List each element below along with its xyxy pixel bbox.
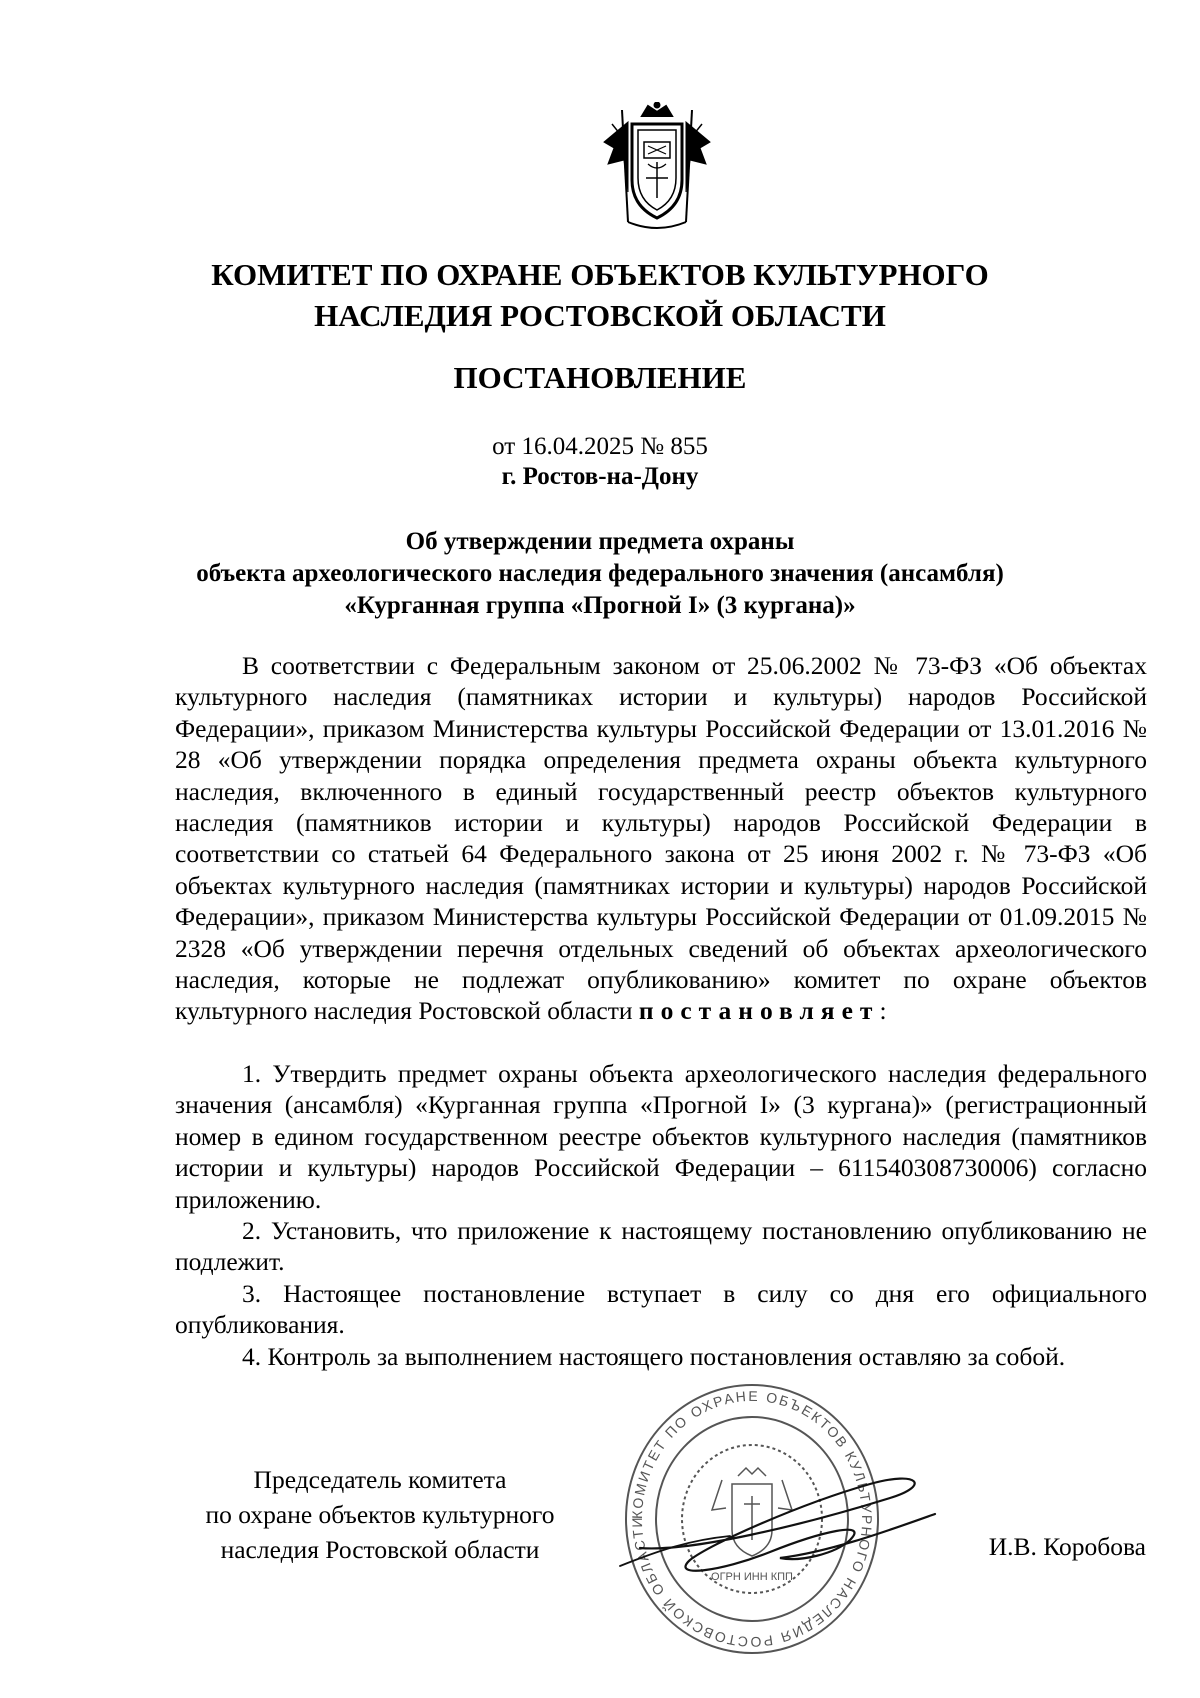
signer-position xyxy=(170,1462,590,1567)
committee-line-1: КОМИТЕТ ПО ОХРАНЕ ОБЪЕКТОВ КУЛЬТУРНОГО xyxy=(211,257,989,292)
stamp-outer-text: КОМИТЕТ ПО ОХРАНЕ ОБЪЕКТОВ КУЛЬТУРНОГО НАСЛЕДИЯ РОСТОВСКОЙ ОБЛАСТИ xyxy=(628,1387,876,1651)
document-body xyxy=(175,650,1147,1372)
document-type: ПОСТАНОВЛЕНИЕ xyxy=(453,360,747,395)
preamble-paragraph xyxy=(175,650,1147,1027)
resolves-colon: : xyxy=(879,996,887,1026)
handwritten-signature xyxy=(600,1440,940,1600)
item-paragraph: 1. Утвердить предмет охраны объекта археологического наследия федерального значения (ансамбля) «Курганная группа «Прогной I» (3 кургана)» (регистрационный номер в едином государственном реестре объектов культурного наследия (памятников истории и культуры) народов Российской Федерации – 611540308730006) согласно приложению. xyxy=(175,1058,1147,1214)
signer-name: И.В. Коробова xyxy=(988,1532,1146,1561)
coat-of-arms-emblem xyxy=(598,102,716,232)
date-number: от 16.04.2025 № 855 xyxy=(492,433,708,460)
title-line-2: объекта археологического наследия федерального значения (ансамбля) xyxy=(196,560,1004,587)
signer-line-2: по охране объектов культурного xyxy=(205,1500,555,1529)
signer-line-3: наследия Ростовской области xyxy=(220,1535,540,1564)
title-line-3: «Курганная группа «Прогной I» (3 кургана)» xyxy=(344,592,856,619)
item-paragraph: 2. Установить, что приложение к настоящему постановлению опубликованию не подлежит. xyxy=(175,1215,1147,1277)
item-paragraph: 4. Контроль за выполнением настоящего постановления оставляю за собой. xyxy=(242,1341,1066,1371)
signer-line-1: Председатель комитета xyxy=(253,1465,507,1494)
title-line-1: Об утверждении предмета охраны xyxy=(405,528,795,555)
preamble-text: В соответствии с Федеральным законом от 25.06.2002 № 73-ФЗ «Об объектах культурного наследия (памятниках истории и культуры) народов Российской Федерации», приказом Министерства культуры Российской Федерации от 13.01.2016 № 28 «Об утверждении порядка определения предмета охраны объекта культурного наследия, включенного в единый государственный реестр объектов культурного наследия (памятников истории и культуры) народов Российской Федерации в соответствии со статьей 64 Федерального закона от 25 июня 2002 г. № 73-ФЗ «Об объектах культурного наследия (памятниках истории и культуры) народов Российской Федерации», приказом Министерства культуры Российской Федерации от 01.09.2015 № 2328 «Об утверждении перечня отдельных сведений об объектах археологического наследия, которые не подлежат опубликованию» комитет по охране объектов культурного наследия Ростовской области xyxy=(175,651,1147,1026)
committee-name xyxy=(0,254,1200,336)
committee-line-2: НАСЛЕДИЯ РОСТОВСКОЙ ОБЛАСТИ xyxy=(314,298,886,333)
item-paragraph: 3. Настоящее постановление вступает в силу со дня его официального опубликования. xyxy=(175,1278,1147,1340)
document-title xyxy=(0,526,1200,622)
stamp-inner-text: ОГРН ИНН КПП xyxy=(711,1571,793,1583)
resolves-word: постановляет xyxy=(638,996,880,1026)
city: г. Ростов-на-Дону xyxy=(501,463,699,490)
